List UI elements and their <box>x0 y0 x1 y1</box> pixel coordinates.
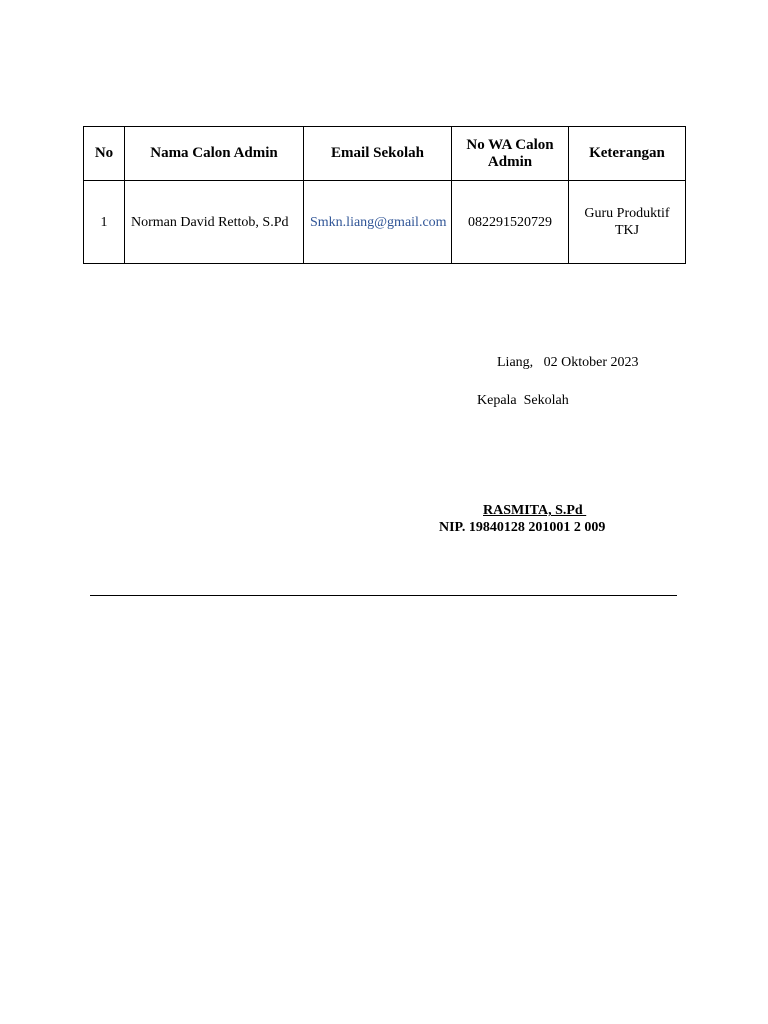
cell-wa: 082291520729 <box>452 181 569 264</box>
header-keterangan: Keterangan <box>569 127 686 181</box>
header-email-sekolah: Email Sekolah <box>304 127 452 181</box>
signatory-name: RASMITA, S.Pd <box>483 503 587 518</box>
signature-date: Liang, 02 Oktober 2023 <box>497 355 639 370</box>
cell-keterangan: Guru Produktif TKJ <box>569 181 686 264</box>
header-no: No <box>84 127 125 181</box>
signature-title: Kepala Sekolah <box>477 393 569 408</box>
email-link[interactable]: Smkn.liang@gmail.com <box>310 214 447 230</box>
cell-nama: Norman David Rettob, S.Pd <box>125 181 304 264</box>
horizontal-divider <box>90 595 677 596</box>
signatory-nip: NIP. 19840128 201001 2 009 <box>439 520 606 535</box>
cell-email <box>304 181 452 264</box>
table-row <box>84 181 686 264</box>
cell-no: 1 <box>84 181 125 264</box>
header-nama-calon-admin: Nama Calon Admin <box>125 127 304 181</box>
header-no-wa: No WA Calon Admin <box>452 127 569 181</box>
admin-candidate-table <box>83 126 686 264</box>
table-header-row <box>84 127 686 181</box>
